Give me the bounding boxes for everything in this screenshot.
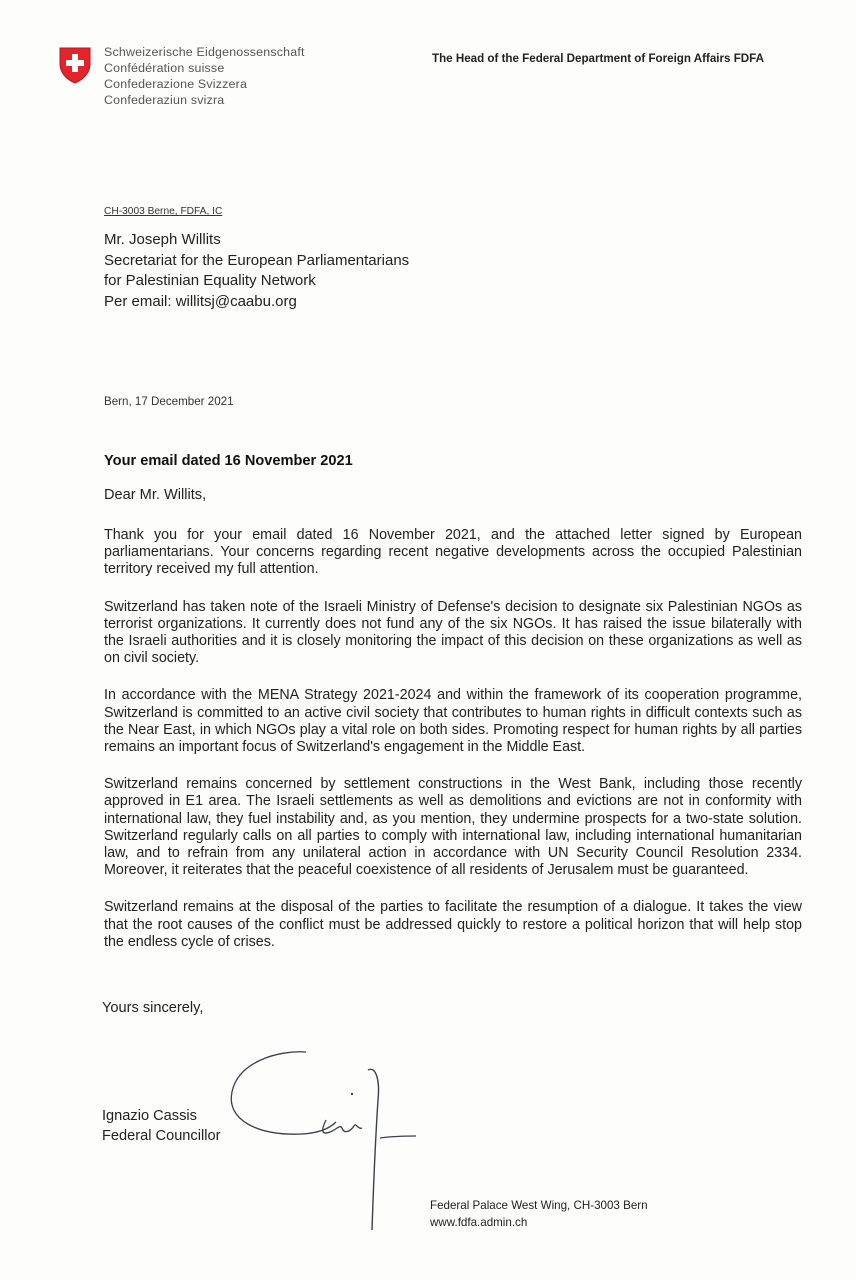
closing: Yours sincerely, [102,1000,204,1016]
institution-name-fr: Confédération suisse [104,61,225,75]
salutation: Dear Mr. Willits, [104,487,207,503]
recipient-organization-line-1: Secretariat for the European Parliamentarians [104,251,410,269]
signer-block [102,1106,220,1146]
swiss-coat-of-arms-icon [58,46,92,84]
body-paragraph-4: Switzerland remains concerned by settlement constructions in the West Bank, including those recently approved in E1 area. The Israeli settlements as well as demolitions and evictions are not in conformity with international law, they fuel instability and, as you mention, they undermine prospects for a two-state solution. Switzerland regularly calls on all parties to comply with international law, including international humanitarian law, and to refrain from any unilateral action in accordance with UN Security Council Resolution 2334. Moreover, it reiterates that the peaceful coexistence of all residents of Jerusalem must be guaranteed. [104,776,802,879]
body-paragraph-2: Switzerland has taken note of the Israeli Ministry of Defense's decision to designate six Palestinian NGOs as terrorist organizations. It currently does not fund any of the six NGOs. It has raised the issue bilaterally with the Israeli authorities and it is closely monitoring the impact of this decision on these organizations as well as on civil society. [104,598,802,667]
footer-address: Federal Palace West Wing, CH-3003 Bern [430,1199,648,1212]
recipient-email: Per email: willitsj@caabu.org [104,292,297,310]
letter-date: Bern, 17 December 2021 [104,395,234,408]
recipient-address [104,230,409,312]
footer-website: www.fdfa.admin.ch [430,1215,528,1229]
signer-title: Federal Councillor [102,1128,221,1144]
recipient-organization-line-2: for Palestinian Equality Network [104,272,316,289]
sender-address-line: CH-3003 Berne, FDFA, IC [104,206,223,217]
letter-body [104,527,802,971]
signer-name: Ignazio Cassis [102,1108,197,1124]
institution-name-rm: Confederaziun svizra [104,93,225,107]
body-paragraph-3: In accordance with the MENA Strategy 2021-2024 and within the framework of its cooperation programme, Switzerland is committed to an active civil society that contributes to human rights in difficult contexts such as the Near East, in which NGOs play a vital role on both sides. Promoting respect for human rights by all parties remains an important focus of Switzerland's engagement in the Middle East. [104,687,802,756]
institution-name-de: Schweizerische Eidgenossenschaft [104,45,305,59]
institution-names [104,44,305,108]
body-paragraph-1: Thank you for your email dated 16 November 2021, and the attached letter signed by European parliamentarians. Your concerns regarding recent negative developments across the occupied Palestinian territory received my full attention. [104,527,802,578]
recipient-name: Mr. Joseph Willits [104,231,221,248]
body-paragraph-5: Switzerland remains at the disposal of the parties to facilitate the resumption of a dialogue. It takes the view that the root causes of the conflict must be addressed quickly to restore a political horizon that will help stop the endless cycle of crises. [104,899,802,950]
handwritten-signature [218,1040,428,1240]
letter-subject: Your email dated 16 November 2021 [104,453,353,469]
institution-name-it: Confederazione Svizzera [104,77,248,91]
letterhead-title: The Head of the Federal Department of Foreign Affairs FDFA [432,52,764,65]
footer [430,1198,648,1231]
